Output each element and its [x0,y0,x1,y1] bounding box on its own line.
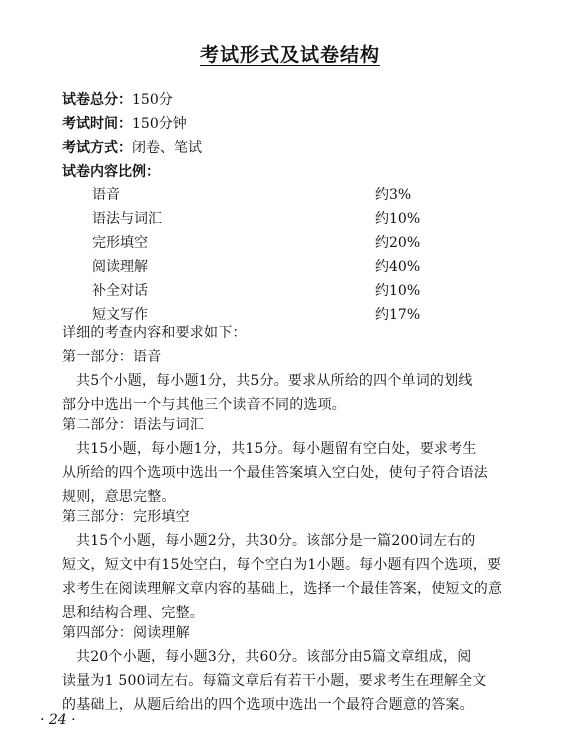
total-score-label: 试卷总分： [62,92,132,108]
exam-time-line [62,112,187,136]
body-line: 规则，意思完整。 [62,489,176,505]
exam-mode-label: 考试方式： [62,140,132,156]
ratio-value: 约10% [375,211,421,227]
body-line: 部分中选出一个与其他三个读音不同的选项。 [62,397,346,413]
section-heading: 第二部分：语法与词汇 [62,417,204,433]
section-heading: 第三部分：完形填空 [62,509,190,525]
ratio-value: 约17% [375,307,421,323]
total-score-line [62,88,173,112]
section-heading: 第一部分：语音 [62,349,162,365]
body-line: 从所给的四个选项中选出一个最佳答案填入空白处，使句子符合语法 [62,465,488,481]
total-score-value: 150分 [132,92,173,108]
exam-mode-line [62,136,202,160]
ratio-name: 阅读理解 [92,259,148,275]
body-line: 共20个小题，每小题3分，共60分。该部分由5篇文章组成，阅 [76,649,472,665]
exam-time-label: 考试时间： [62,116,132,132]
ratio-value: 约20% [375,235,421,251]
body-line: 短文，短文中有15处空白，每个空白为1小题。每小题有四个选项，要 [62,557,502,573]
section-heading: 第四部分：阅读理解 [62,625,190,641]
body-line: 读量为1 500词左右。每篇文章后有若干小题，要求考生在理解全文 [62,673,487,689]
body-line: 共15小题，每小题1分，共15分。每小题留有空白处，要求考生 [76,441,477,457]
ratio-value: 约10% [375,283,421,299]
ratio-value: 约40% [375,259,421,275]
ratio-name: 语法与词汇 [92,211,162,227]
ratio-name: 完形填空 [92,235,148,251]
body-line: 共15个小题，每小题2分，共30分。该部分是一篇200词左右的 [76,533,476,549]
page-number: · 24 · [40,712,76,728]
body-line: 求考生在阅读理解文章内容的基础上，选择一个最佳答案，使短文的意 [62,581,503,597]
exam-time-value: 150分钟 [132,116,187,132]
intro-text: 详细的考查内容和要求如下： [62,325,247,341]
body-line: 的基础上，从题后给出的四个选项中选出一个最符合题意的答案。 [62,697,474,713]
ratio-name: 补全对话 [92,283,148,299]
body-line: 共5个小题，每小题1分，共5分。要求从所给的四个单词的划线 [76,373,473,389]
body-line: 思和结构合理、完整。 [62,605,204,621]
exam-mode-value: 闭卷、笔试 [132,140,202,156]
page-title: 考试形式及试卷结构 [199,44,380,66]
ratio-name: 短文写作 [92,307,148,323]
ratio-value: 约3% [375,187,412,203]
content-ratio-heading: 试卷内容比例： [62,164,160,180]
ratio-name: 语音 [92,187,120,203]
